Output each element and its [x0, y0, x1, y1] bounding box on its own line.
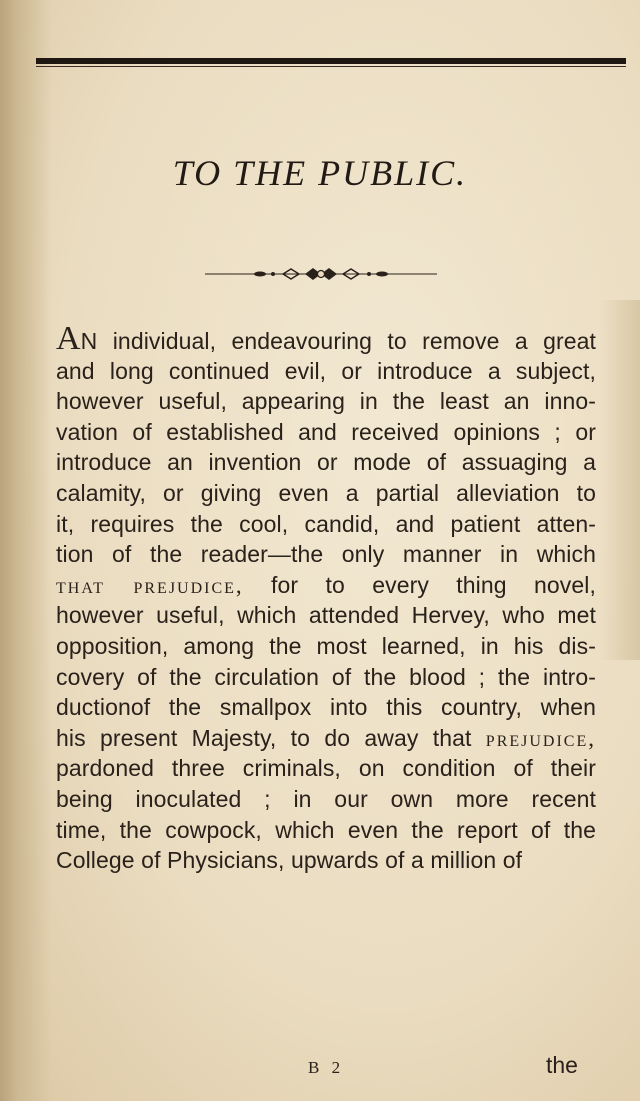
header-rule [36, 58, 626, 64]
signature-mark: B 2 [308, 1058, 345, 1077]
line-text: ductionof the smallpox into this country, when [56, 694, 596, 721]
text-line [56, 478, 596, 509]
line-text: covery of the circulation of the blood ; the intro- [56, 663, 596, 690]
catchword: the [546, 1052, 578, 1078]
line-text: pardoned three criminals, on condition of their [56, 755, 596, 782]
line-text: however useful, appearing in the least an inno- [56, 388, 596, 415]
text-line [56, 600, 596, 631]
page-edge-stain [600, 300, 640, 660]
ornament-divider-icon [205, 266, 437, 282]
line-text: vation of established and received opinions ; or [56, 418, 596, 445]
line-text: it, requires the cool, candid, and patient atten- [56, 510, 596, 537]
small-caps-text: prejudice, [485, 725, 596, 751]
page-title: TO THE PUBLIC. [172, 153, 468, 193]
text-line [56, 631, 596, 662]
line-text: calamity, or giving even a partial alleviation to [56, 479, 596, 506]
header-rule-thin [36, 66, 626, 67]
line-text: for to every thing novel, [243, 571, 596, 598]
text-line [56, 539, 596, 570]
text-line [56, 815, 596, 846]
text-line [56, 753, 596, 784]
text-line [56, 845, 596, 876]
text-line [56, 662, 596, 693]
drop-cap: A [56, 320, 81, 357]
text-line [56, 723, 596, 754]
text-line [56, 784, 596, 815]
line-text: opposition, among the most learned, in his dis- [56, 632, 596, 659]
body-paragraph [56, 320, 596, 876]
text-line [56, 447, 596, 478]
small-caps-text: that prejudice, [56, 572, 244, 598]
line-text: time, the cowpock, which even the report of the [56, 816, 596, 843]
text-line [56, 356, 596, 387]
text-line [56, 320, 596, 357]
line-text: N individual, endeavouring to remove a great [80, 328, 596, 354]
text-line [56, 570, 596, 601]
line-text: tion of the reader—the only manner in which [56, 541, 596, 568]
line-text: however useful, which attended Hervey, who met [56, 602, 596, 629]
line-text: his present Majesty, to do away that [56, 724, 486, 751]
text-line [56, 386, 596, 417]
line-text: College of Physicians, upwards of a million of [56, 847, 523, 874]
text-line [56, 417, 596, 448]
line-text: being inoculated ; in our own more recent [56, 785, 596, 812]
text-line [56, 692, 596, 723]
line-text: introduce an invention or mode of assuaging a [56, 449, 596, 476]
text-line [56, 509, 596, 540]
line-text: and long continued evil, or introduce a subject, [56, 357, 596, 384]
